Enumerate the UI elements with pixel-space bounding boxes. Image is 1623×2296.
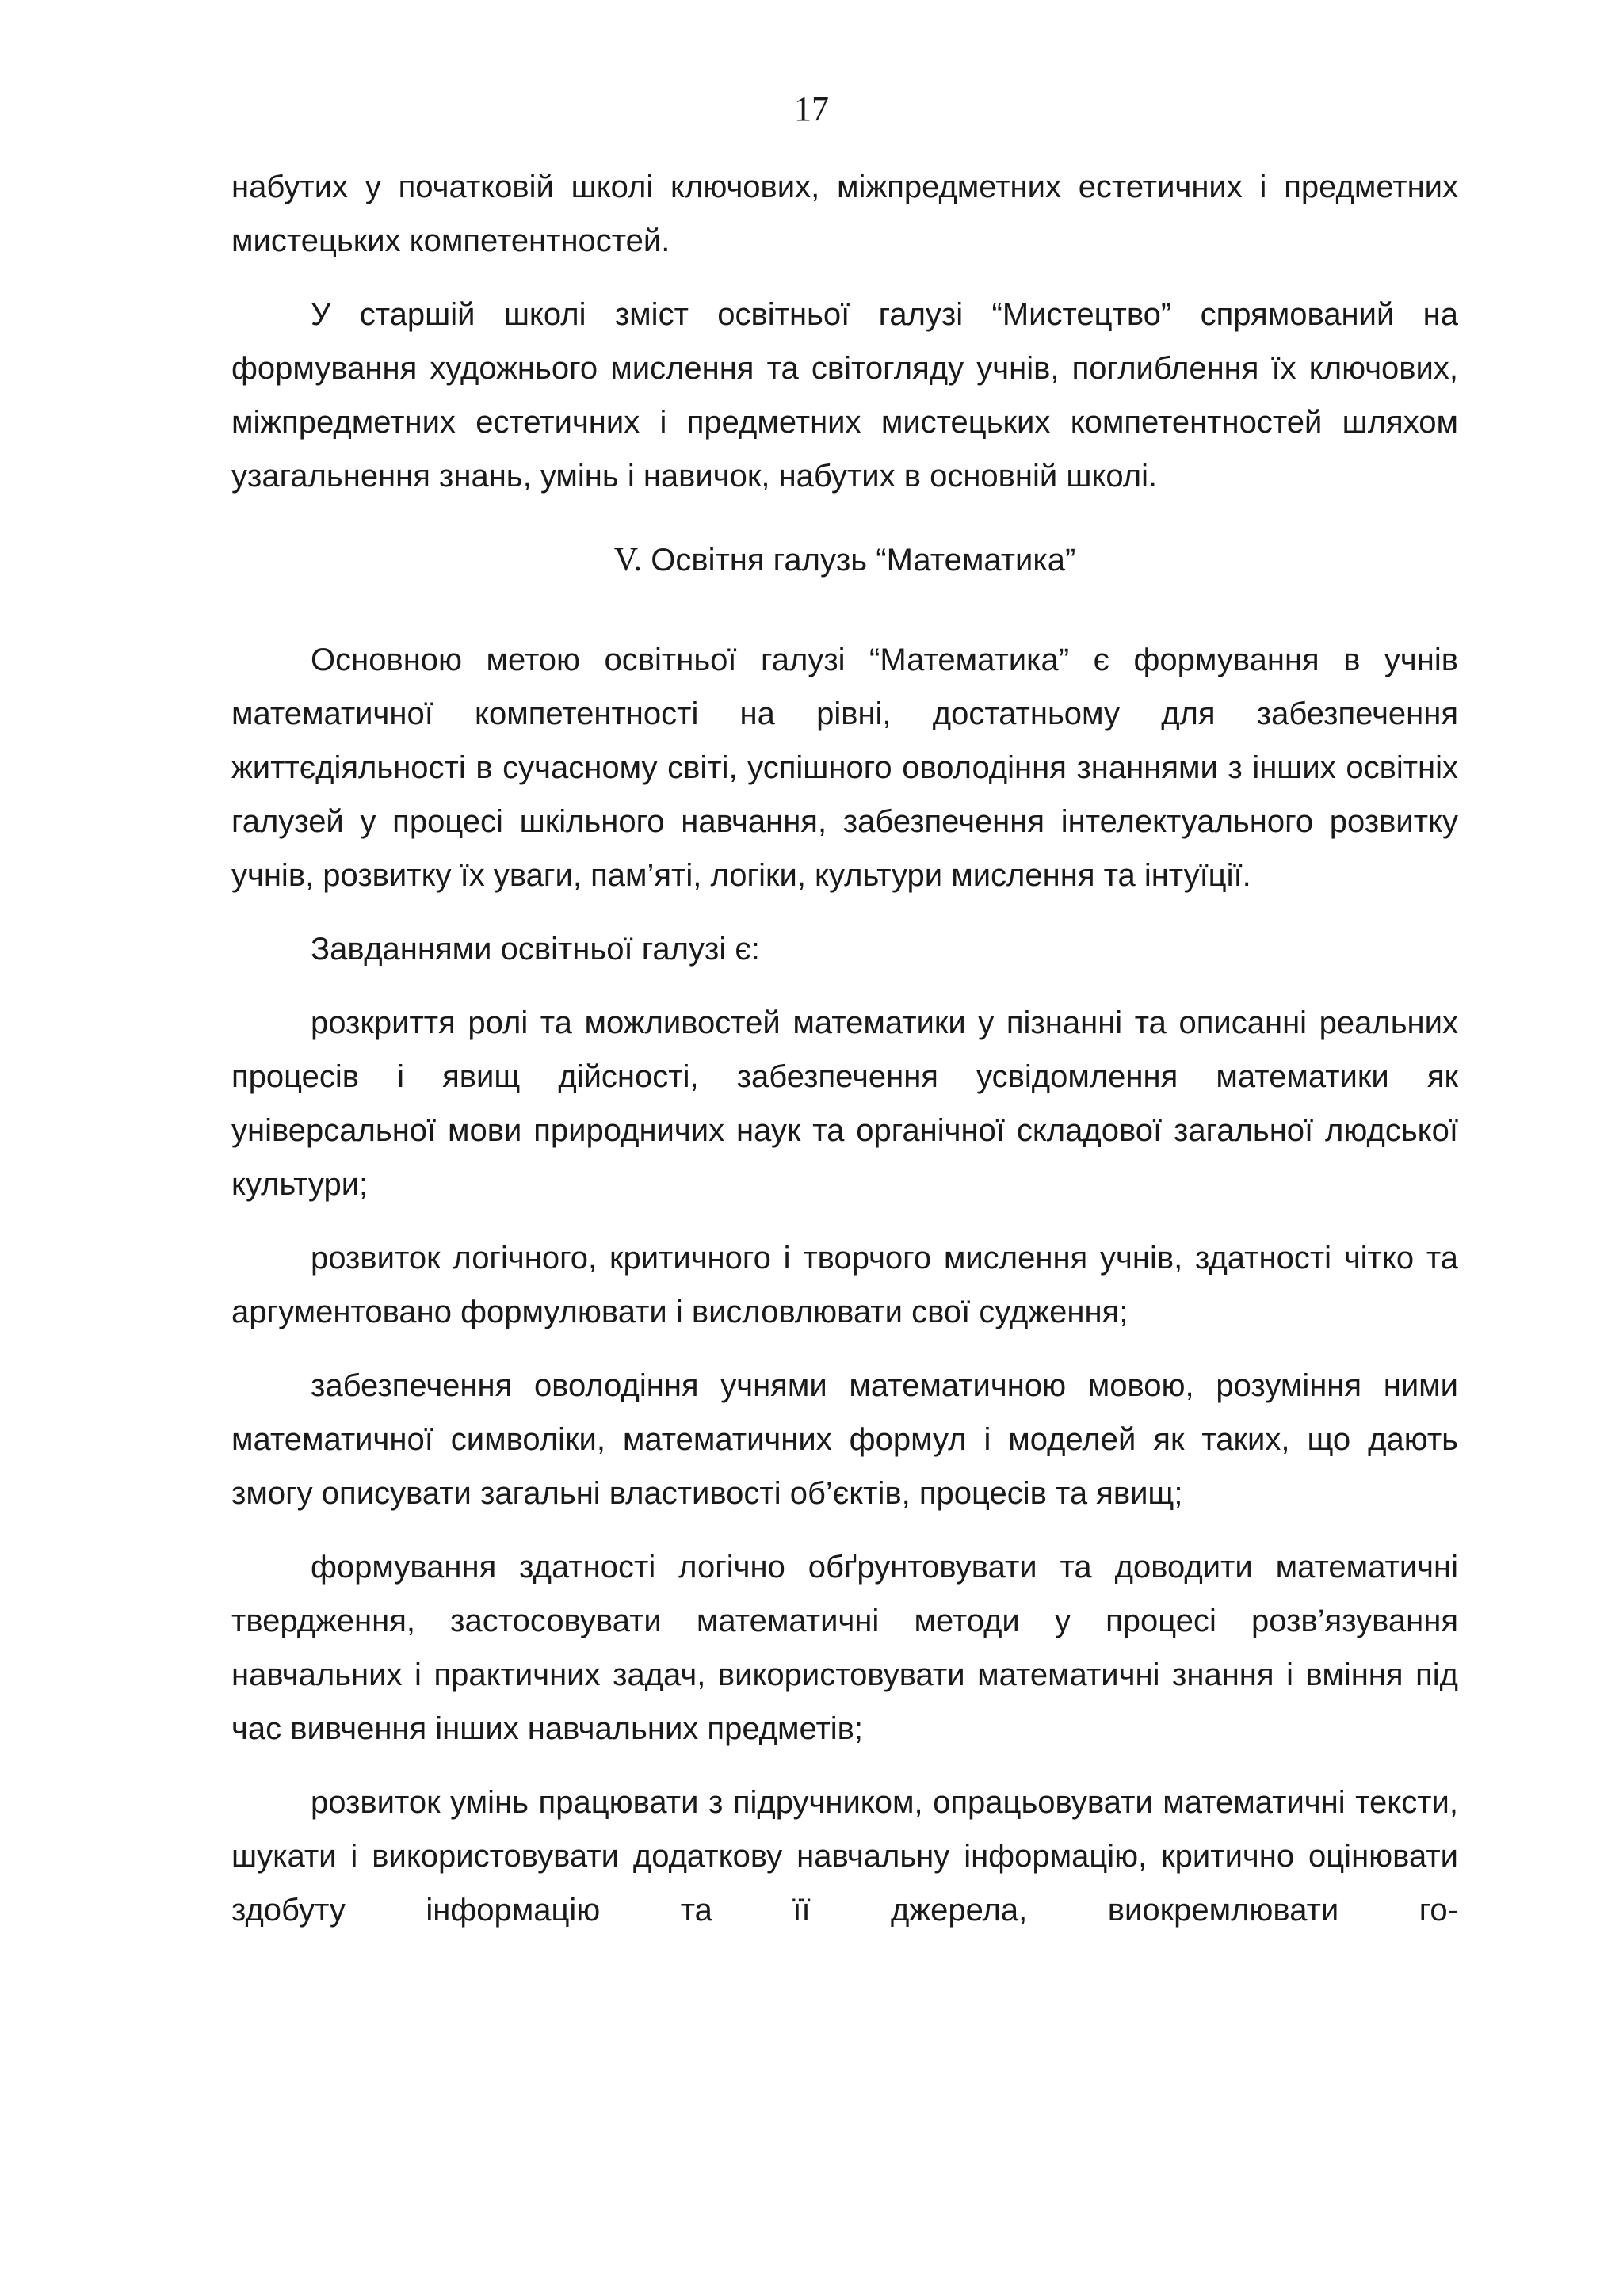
- list-item: розвиток логічного, критичного і творчого мислення учнів, здатності чітко та аргументовано формулювати і висловлювати свої судження;: [231, 1241, 1458, 1329]
- paragraph: Основною метою освітньої галузі “Математика” є формування в учнів математичної компетентності на рівні, достатньому для забезпечення життєдіяльності в сучасному світі, успішного оволодіння знаннями з інших освітніх галузей у процесі шкільного навчання, забезпечення інтелектуального розвитку учнів, розвитку їх уваги, пам’яті, логіки, культури мислення та інтуїції.: [231, 643, 1458, 893]
- page-number: 17: [794, 90, 829, 128]
- document-body: [231, 160, 1458, 1957]
- paragraph: У старшій школі зміст освітньої галузі “Мистецтво” спрямований на формування художнього мислення та світогляду учнів, поглиблення їх ключових, міжпредметних естетичних і предметних мистецьких компетентностей шляхом узагальнення знань, умінь і навичок, набутих в основній школі.: [231, 297, 1458, 494]
- list-item: забезпечення оволодіння учнями математичною мовою, розуміння ними математичної символіки, математичних формул і моделей як таких, що дають змогу описувати загальні властивості об’єктів, процесів та явищ;: [231, 1368, 1458, 1511]
- list-item: розвиток умінь працювати з підручником, опрацьовувати математичні тексти, шукати і використовувати додаткову навчальну інформацію, критично оцінювати здобуту інформацію та її джерела, виокремлювати го-: [231, 1785, 1458, 1928]
- list-item: розкриття ролі та можливостей математики у пізнанні та описанні реальних процесів і явищ дійсності, забезпечення усвідомлення математики як універсальної мови природничих наук та органічної складової загальної людської культури;: [231, 1005, 1458, 1202]
- list-item: формування здатності логічно обґрунтовувати та доводити математичні твердження, застосовувати математичні методи у процесі розв’язування навчальних і практичних задач, використовувати математичні знання і вміння під час вивчення інших навчальних предметів;: [231, 1550, 1458, 1746]
- section-number: V.: [613, 542, 643, 578]
- paragraph: набутих у початковій школі ключових, міжпредметних естетичних і предметних мистецьких компетентностей.: [231, 170, 1458, 258]
- paragraph: Завданнями освітньої галузі є:: [311, 932, 760, 967]
- section-heading-text: Освітня галузь “Математика”: [651, 543, 1076, 578]
- section-heading: [231, 533, 1458, 587]
